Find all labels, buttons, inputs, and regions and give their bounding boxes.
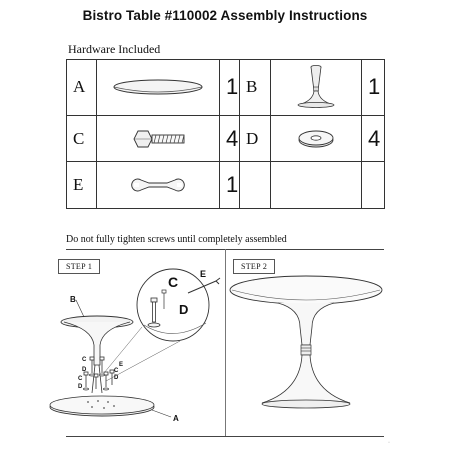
hex-bolt-icon <box>98 119 218 159</box>
callout-c-large: C <box>168 274 179 290</box>
hardware-letter-b: B <box>240 60 271 116</box>
footer-mark: · <box>388 440 390 446</box>
callout-c-small: C <box>82 357 87 363</box>
callout-a: A <box>173 414 179 423</box>
hardware-image-d <box>271 115 362 162</box>
callout-e-small: E <box>119 362 124 368</box>
hardware-image-b <box>271 60 362 116</box>
hardware-letter-e: E <box>67 162 97 209</box>
hardware-row-1 <box>67 60 385 116</box>
hardware-letter-d: D <box>240 115 271 162</box>
washer-icon <box>276 119 356 159</box>
hardware-qty-b: 1 <box>362 60 385 116</box>
assembly-note: Do not fully tighten screws until completely assembled <box>66 234 287 245</box>
hardware-qty-c: 4 <box>220 115 240 162</box>
step-1-illustration <box>40 265 225 435</box>
hardware-qty-d: 4 <box>362 115 385 162</box>
hardware-empty-cell <box>362 162 385 209</box>
step-2-base <box>262 355 350 403</box>
hardware-qty-a: 1 <box>220 60 240 116</box>
document-title: Bistro Table #110002 Assembly Instructions <box>82 8 368 23</box>
step-2-label: STEP 2 <box>233 259 275 274</box>
hardware-image-e <box>97 162 220 209</box>
step-2-pedestal-top <box>278 303 334 345</box>
callout-c-small: C <box>114 368 119 374</box>
step-2-collar <box>301 345 311 355</box>
step-1-pedestal <box>64 322 130 365</box>
hardware-included-label: Hardware Included <box>68 42 161 56</box>
wrench-icon <box>98 165 218 205</box>
callout-d-large: D <box>179 302 189 317</box>
hardware-empty-cell <box>271 162 362 209</box>
hardware-row-2 <box>67 115 385 162</box>
callout-b: B <box>70 295 76 304</box>
tabletop-icon <box>98 67 218 107</box>
callout-d-small: D <box>78 384 83 390</box>
callout-e: E <box>200 269 207 279</box>
hardware-qty-e: 1 <box>220 162 240 209</box>
step-2-illustration <box>226 265 386 435</box>
hardware-table <box>66 59 385 209</box>
step-1-label: STEP 1 <box>58 259 100 274</box>
hardware-letter-c: C <box>67 115 97 162</box>
steps-bottom-rule <box>66 436 384 437</box>
callout-c-small: C <box>78 376 83 382</box>
hardware-letter-a: A <box>67 60 97 116</box>
pedestal-base-icon <box>276 63 356 111</box>
hardware-empty-cell <box>240 162 271 209</box>
hardware-row-3 <box>67 162 385 209</box>
hardware-image-a <box>97 60 220 116</box>
callout-d-small: D <box>114 375 119 381</box>
callout-d-small: D <box>82 367 87 373</box>
hardware-image-c <box>97 115 220 162</box>
